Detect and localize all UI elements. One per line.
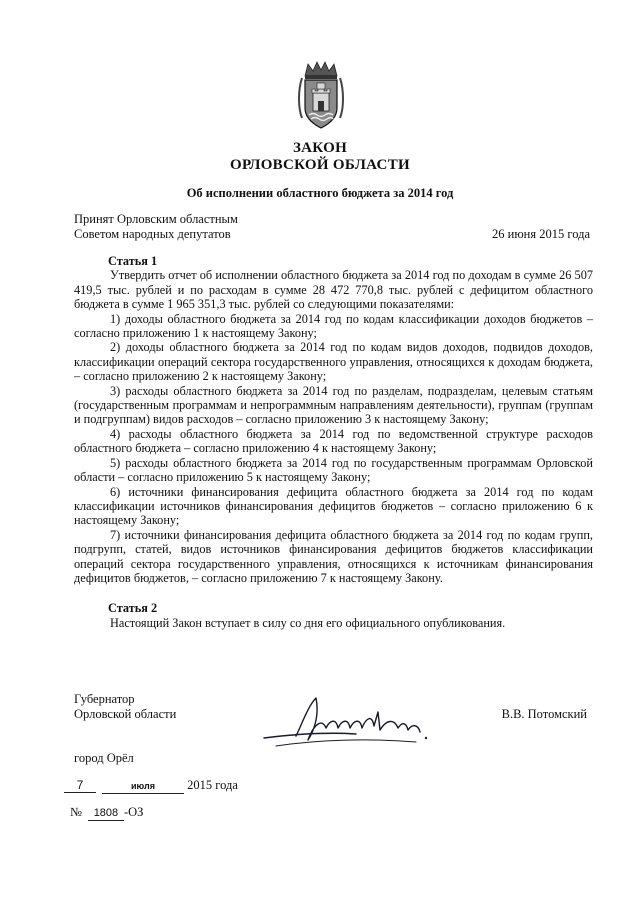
article-1-paragraph: Утвердить отчет об исполнении областного бюджета за 2014 год по доходам в сумме 26 507 419,5 тыс. рублей и по расходам в сумме 28 472 770,8 тыс. рублей с дефицитом областного бюджета в сумме 1 965 351,3 тыс. рублей со следующими показателями: bbox=[74, 268, 593, 312]
governor-name: В.В. Потомский bbox=[501, 707, 587, 721]
governor-position bbox=[74, 692, 176, 722]
article-1-paragraph: 7) источники финансирования дефицита областного бюджета за 2014 год по кодам групп, подгрупп, статей, видов источников финансирования дефицитов бюджетов классификации операций сектора государственного управления, относящихся к источникам финансирования дефицитов бюджетов, – согласно приложению 7 к настоящему Закону. bbox=[74, 527, 593, 585]
article-2-paragraph: Настоящий Закон вступает в силу со дня его официального опубликования. bbox=[110, 615, 506, 630]
article-2-title: Статья 2 bbox=[108, 601, 158, 616]
article-1-paragraph: 2) доходы областного бюджета за 2014 год по кодам видов доходов, подвидов доходов, классификации операций сектора государственного управления, относящихся к доходам бюджета, – согласно приложению 2 к настоящему Закону; bbox=[74, 340, 593, 384]
adoption-line-2: Советом народных депутатов bbox=[74, 227, 231, 241]
article-1-paragraph: 3) расходы областного бюджета за 2014 год по разделам, подразделам, целевым статьям (государственным программам и непрограммным направлениям деятельности), группам (группам и подгруппам) видов расходов – согласно приложению 3 к настоящему Закону; bbox=[74, 383, 593, 427]
date-month-field: июля bbox=[102, 780, 184, 794]
number-field: 1808 bbox=[88, 807, 124, 821]
law-title: ЗАКОН bbox=[292, 140, 348, 156]
date-day-field: 7 bbox=[64, 779, 96, 793]
article-1-paragraph: 4) расходы областного бюджета за 2014 год по ведомственной структуре расходов областного бюджета – согласно приложению 4 к настоящему Закону; bbox=[74, 426, 593, 456]
article-1-paragraph: 5) расходы областного бюджета за 2014 год по государственным программам Орловской области – согласно приложению 5 к настоящему Закону; bbox=[74, 455, 593, 485]
adoption-block bbox=[74, 212, 238, 242]
law-number bbox=[70, 805, 143, 821]
region-title: ОРЛОВСКОЙ ОБЛАСТИ bbox=[230, 157, 410, 173]
city-label: город Орёл bbox=[74, 751, 134, 765]
adoption-line-1: Принят Орловским областным bbox=[74, 212, 238, 226]
orel-coat-of-arms-icon bbox=[296, 60, 346, 132]
article-1-paragraph: 6) источники финансирования дефицита областного бюджета за 2014 год по кодам классификации источников финансирования дефицитов бюджетов – согласно приложению 6 к настоящему Закону; bbox=[74, 484, 593, 528]
article-1-title: Статья 1 bbox=[108, 254, 158, 268]
law-subtitle: Об исполнении областного бюджета за 2014 год bbox=[186, 186, 454, 200]
date-year: 2015 года bbox=[187, 778, 238, 792]
article-1-paragraph: 1) доходы областного бюджета за 2014 год по кодам классификации доходов бюджетов – согласно приложению 1 к настоящему Закону; bbox=[74, 311, 593, 341]
adoption-date: 26 июня 2015 года bbox=[492, 227, 590, 241]
governor-title: Губернатор bbox=[74, 692, 135, 706]
law-body bbox=[74, 254, 593, 630]
handwritten-signature-icon bbox=[256, 688, 436, 758]
number-prefix: № bbox=[70, 805, 82, 819]
governor-region: Орловской области bbox=[74, 707, 177, 721]
signing-date bbox=[64, 778, 238, 794]
number-suffix: -ОЗ bbox=[123, 805, 144, 819]
